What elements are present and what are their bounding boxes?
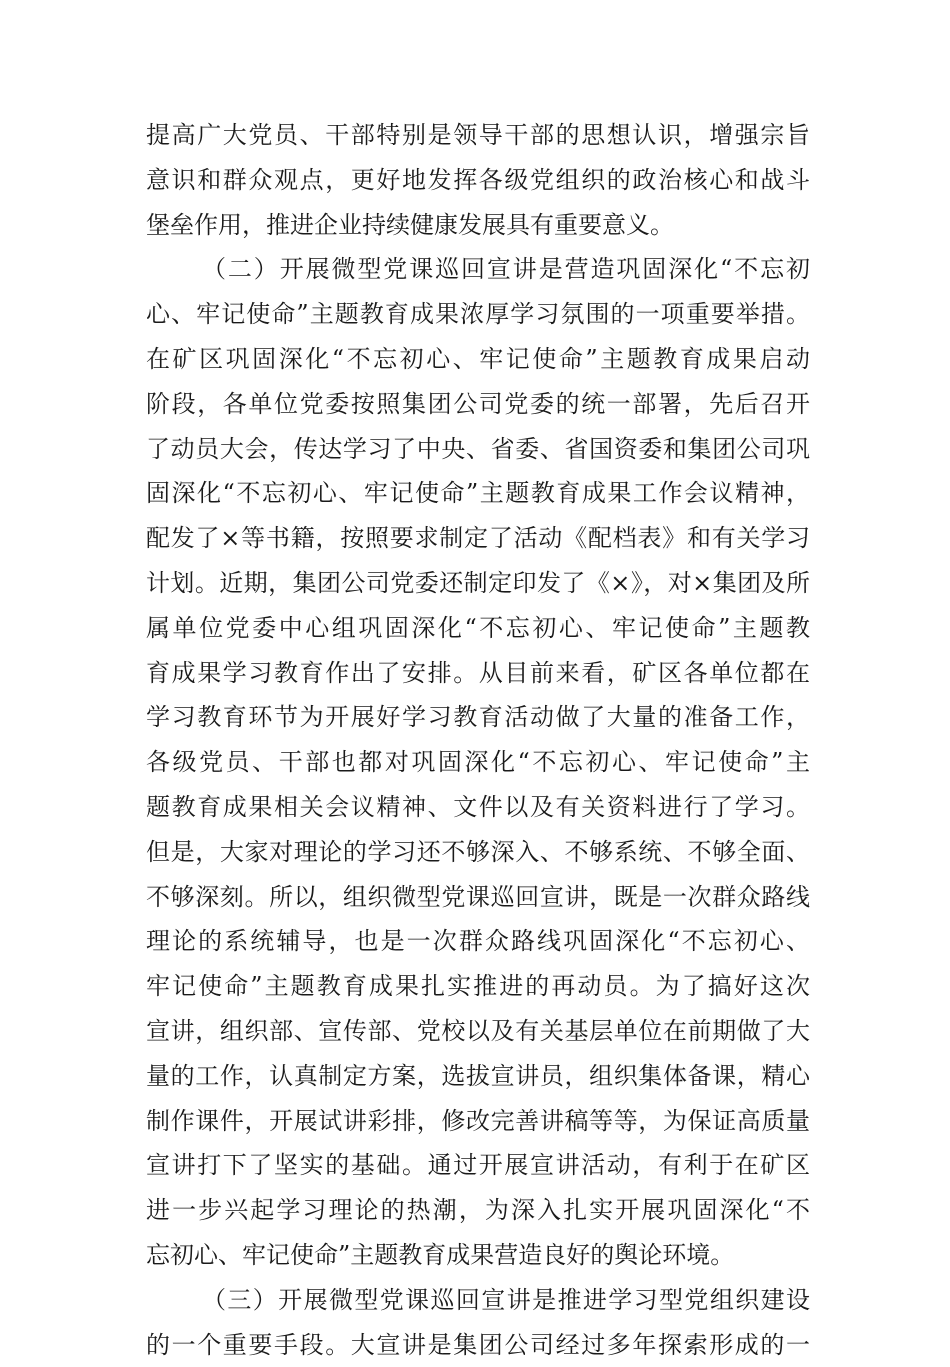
text-line: 各级党员、干部也都对巩固深化“不忘初心、牢记使命”主 <box>146 748 810 777</box>
text-line: （二）开展微型党课巡回宣讲是营造巩固深化“不忘初 <box>202 255 810 284</box>
text-line: 固深化“不忘初心、牢记使命”主题教育成果工作会议精神， <box>146 479 810 508</box>
text-line: 堡垒作用，推进企业持续健康发展具有重要意义。 <box>146 210 674 239</box>
text-line: 属单位党委中心组巩固深化“不忘初心、牢记使命”主题教 <box>146 613 810 642</box>
text-line: 的一个重要手段。大宣讲是集团公司经过多年探索形成的一 <box>146 1330 810 1359</box>
text-line: 配发了×等书籍，按照要求制定了活动《配档表》和有关学习 <box>146 524 810 553</box>
text-line: 题教育成果相关会议精神、文件以及有关资料进行了学习。 <box>146 792 810 821</box>
text-line: 提高广大党员、干部特别是领导干部的思想认识，增强宗旨 <box>146 121 810 149</box>
text-line: 进一步兴起学习理论的热潮，为深入扎实开展巩固深化“不 <box>146 1196 810 1225</box>
text-line: 忘初心、牢记使命”主题教育成果营造良好的舆论环境。 <box>146 1240 735 1269</box>
text-line: 意识和群众观点，更好地发挥各级党组织的政治核心和战斗 <box>146 165 810 194</box>
text-line: 制作课件，开展试讲彩排，修改完善讲稿等等，为保证高质量 <box>146 1106 810 1135</box>
paragraph <box>146 113 810 247</box>
text-line: 宣讲打下了坚实的基础。通过开展宣讲活动，有利于在矿区 <box>146 1151 810 1180</box>
text-line: 理论的系统辅导，也是一次群众路线巩固深化“不忘初心、 <box>146 927 810 956</box>
text-line: 阶段，各单位党委按照集团公司党委的统一部署，先后召开 <box>146 389 810 418</box>
document-body <box>146 113 810 1367</box>
paragraph <box>146 1278 810 1367</box>
text-line: 育成果学习教育作出了安排。从目前来看，矿区各单位都在 <box>146 658 810 687</box>
paragraph <box>146 247 810 1277</box>
text-line: 学习教育环节为开展好学习教育活动做了大量的准备工作， <box>146 703 810 732</box>
text-line: 牢记使命”主题教育成果扎实推进的再动员。为了搞好这次 <box>146 972 810 1001</box>
text-line: 了动员大会，传达学习了中央、省委、省国资委和集团公司巩 <box>146 434 810 463</box>
text-line: 心、牢记使命”主题教育成果浓厚学习氛围的一项重要举措。 <box>146 300 810 329</box>
text-line: 不够深刻。所以，组织微型党课巡回宣讲，既是一次群众路线 <box>146 882 810 911</box>
text-line: 但是，大家对理论的学习还不够深入、不够系统、不够全面、 <box>146 837 810 866</box>
text-line: 计划。近期，集团公司党委还制定印发了《×》，对×集团及所 <box>146 568 810 597</box>
text-line: （三）开展微型党课巡回宣讲是推进学习型党组织建设 <box>202 1285 810 1314</box>
text-line: 宣讲，组织部、宣传部、党校以及有关基层单位在前期做了大 <box>146 1016 810 1045</box>
text-line: 量的工作，认真制定方案，选拔宣讲员，组织集体备课，精心 <box>146 1061 810 1090</box>
text-line: 在矿区巩固深化“不忘初心、牢记使命”主题教育成果启动 <box>146 344 810 373</box>
